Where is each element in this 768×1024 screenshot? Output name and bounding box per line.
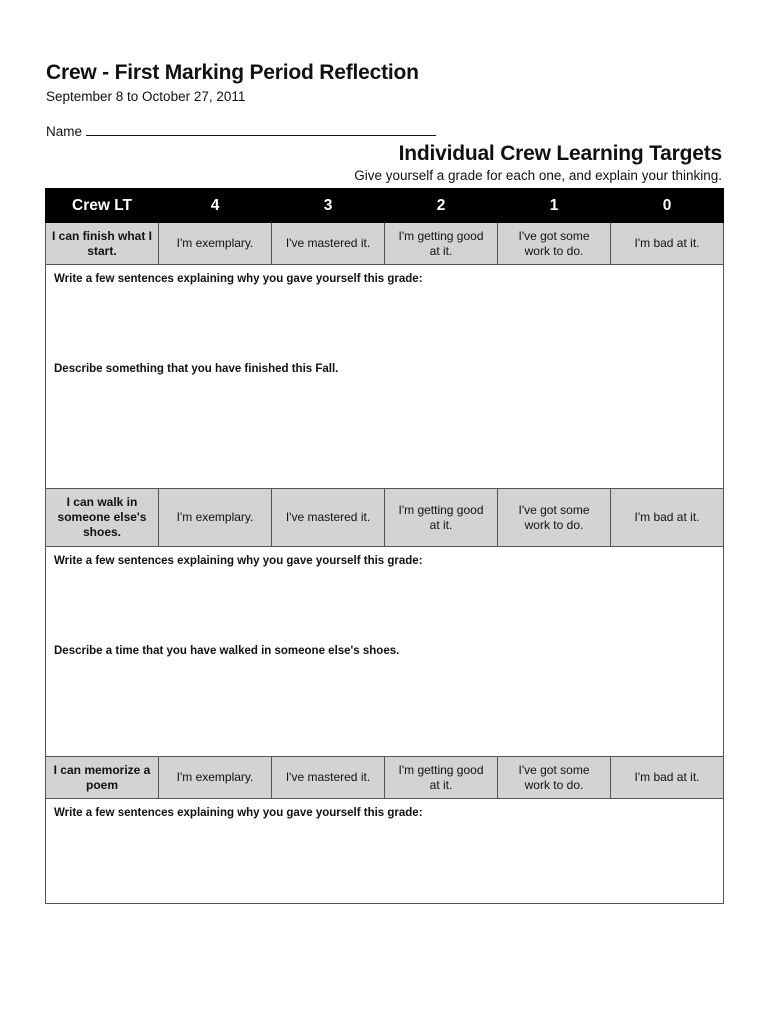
table-row: [46, 223, 724, 265]
grade-option-4[interactable]: I'm exemplary.: [159, 489, 272, 547]
grade-option-1[interactable]: I've got some work to do.: [498, 223, 611, 265]
reflection-area[interactable]: [46, 265, 724, 489]
grade-option-1[interactable]: I've got some work to do.: [498, 757, 611, 799]
column-header-4: 4: [159, 189, 272, 223]
reflection-row: [46, 547, 724, 757]
section-subtitle: Give yourself a grade for each one, and explain your thinking.: [354, 168, 722, 183]
grade-option-2[interactable]: I'm getting good at it.: [385, 757, 498, 799]
table-header-row: [46, 189, 724, 223]
table-row: [46, 757, 724, 799]
grade-option-3[interactable]: I've mastered it.: [272, 757, 385, 799]
grade-option-2[interactable]: I'm getting good at it.: [385, 489, 498, 547]
grade-option-4[interactable]: I'm exemplary.: [159, 757, 272, 799]
grade-option-1[interactable]: I've got some work to do.: [498, 489, 611, 547]
reflection-prompt: Describe something that you have finished this Fall.: [54, 363, 339, 375]
date-range: September 8 to October 27, 2011: [46, 89, 246, 104]
grade-option-2[interactable]: I'm getting good at it.: [385, 223, 498, 265]
column-header-2: 2: [385, 189, 498, 223]
reflection-prompt: Describe a time that you have walked in someone else's shoes.: [54, 645, 400, 657]
page-title: Crew - First Marking Period Reflection: [46, 61, 419, 84]
name-field[interactable]: [46, 123, 436, 139]
grade-option-3[interactable]: I've mastered it.: [272, 489, 385, 547]
column-header-0: 0: [611, 189, 724, 223]
reflection-prompt: Write a few sentences explaining why you gave yourself this grade:: [54, 807, 423, 819]
reflection-prompt: Write a few sentences explaining why you gave yourself this grade:: [54, 273, 423, 285]
name-blank-line[interactable]: [86, 123, 436, 136]
table-row: [46, 489, 724, 547]
learning-target-label: I can walk in someone else's shoes.: [46, 489, 159, 547]
column-header-crew-lt: Crew LT: [46, 189, 159, 223]
reflection-prompt: Write a few sentences explaining why you gave yourself this grade:: [54, 555, 423, 567]
learning-target-label: I can finish what I start.: [46, 223, 159, 265]
section-title: Individual Crew Learning Targets: [398, 142, 722, 165]
grade-option-0[interactable]: I'm bad at it.: [611, 223, 724, 265]
grade-option-0[interactable]: I'm bad at it.: [611, 489, 724, 547]
name-label: Name: [46, 124, 83, 139]
reflection-area[interactable]: [46, 547, 724, 757]
column-header-1: 1: [498, 189, 611, 223]
grade-option-0[interactable]: I'm bad at it.: [611, 757, 724, 799]
learning-target-label: I can memorize a poem: [46, 757, 159, 799]
reflection-area[interactable]: [46, 799, 724, 904]
reflection-row: [46, 799, 724, 904]
column-header-3: 3: [272, 189, 385, 223]
grade-option-3[interactable]: I've mastered it.: [272, 223, 385, 265]
grade-option-4[interactable]: I'm exemplary.: [159, 223, 272, 265]
learning-targets-table: [45, 188, 724, 904]
reflection-row: [46, 265, 724, 489]
